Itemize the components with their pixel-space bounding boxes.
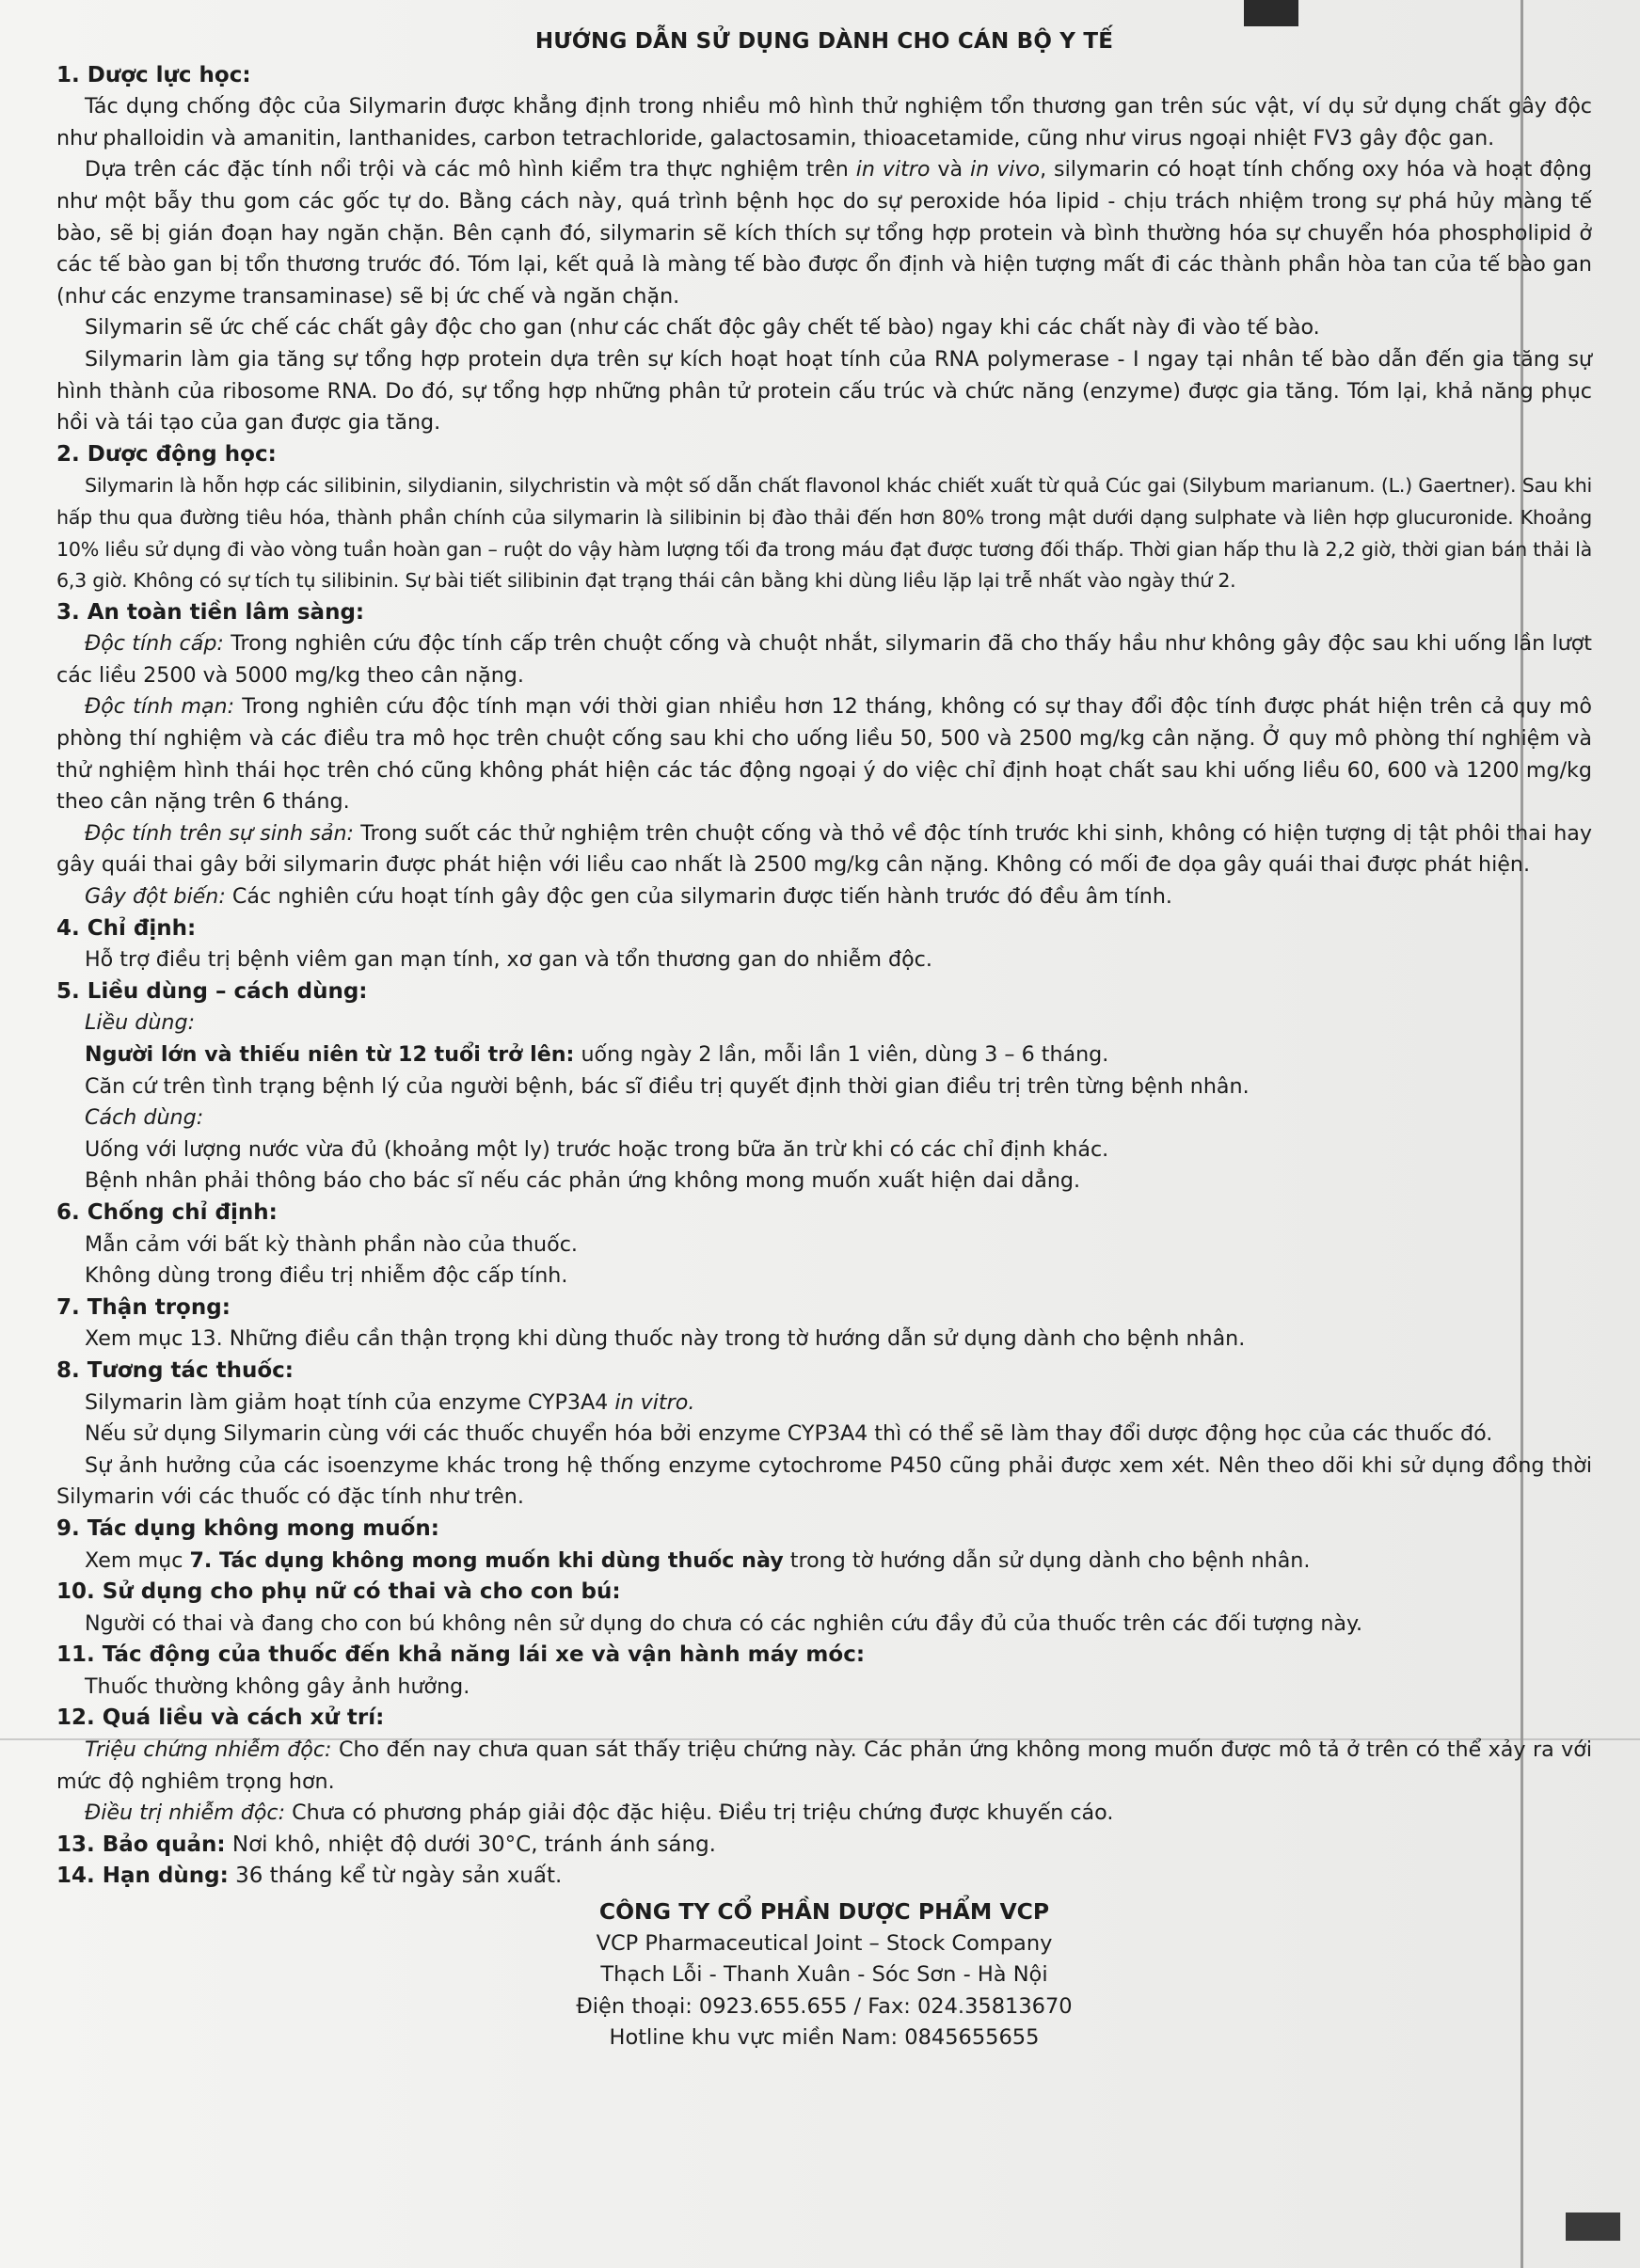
indication-line: Hỗ trợ điều trị bệnh viêm gan mạn tính, xơ gan và tổn thương gan do nhiễm độc. — [85, 947, 932, 973]
text-run-bold: 7. Tác dụng không mong muốn khi dùng thuốc này — [189, 1547, 784, 1573]
dosage-subheading: Liều dùng: — [85, 1010, 196, 1036]
section-heading-11: 11. Tác động của thuốc đến khả năng lái xe và vận hành máy móc: — [56, 1642, 866, 1668]
pharmacodynamics-paragraph-1: Tác dụng chống độc của Silymarin được khẳng định trong nhiều mô hình thử nghiệm tổn thương gan trên súc vật, ví dụ sử dụng chất gây độc như phalloidin và amanitin, lanthanides, carbon tetrachloride, galactosamin, thioacetamide, cũng như virus ngoại nhiệt FV3 gây độc gan. — [56, 94, 1592, 151]
text-run: Dựa trên các đặc tính nổi trội và các mô hình kiểm tra thực nghiệm trên — [85, 157, 856, 182]
inline-label: Gây đột biến: — [85, 884, 226, 910]
mutagenicity-paragraph — [56, 881, 1592, 913]
reproductive-toxicity-paragraph — [56, 818, 1592, 881]
text-run: , silymarin có hoạt tính chống oxy hóa và hoạt động như một bẫy thu gom các gốc tự do. Bằng cách này, quá trình bệnh học do sự peroxide hóa lipid - chịu trách nhiệm trong sự phá hủy màng tế bào, sẽ bị gián đoạn hay ngăn chặn. Bên cạnh đó, silymarin sẽ kích thích sự tổng hợp protein và bình thường hóa sự chuyển hóa phospholipid ở các tế bào gan bị tổn thương trước đó. Tóm lại, kết quả là màng tế bào được ổn định và hiện tượng mất đi các thành phần hòa tan của tế bào gan (như các enzyme transaminase) sẽ bị ức chế và ngăn chặn. — [56, 157, 1592, 309]
contraindication-line: Không dùng trong điều trị nhiễm độc cấp tính. — [85, 1263, 568, 1289]
precaution-line: Xem mục 13. Những điều cần thận trọng khi dùng thuốc này trong tờ hướng dẫn sử dụng dành cho bệnh nhân. — [85, 1326, 1246, 1352]
section-heading-4: 4. Chỉ định: — [56, 915, 197, 941]
inline-label: Độc tính trên sự sinh sản: — [85, 820, 355, 846]
duration-line: Căn cứ trên tình trạng bệnh lý của người bệnh, bác sĩ điều trị quyết định thời gian điều trị trên từng bệnh nhân. — [85, 1073, 1250, 1099]
pharmacodynamics-paragraph-2 — [56, 154, 1592, 312]
text-run: Cho đến nay chưa quan sát thấy triệu chứng này. Các phản ứng không mong muốn được mô tả ở trên có thể xảy ra với mức độ nghiêm trọng hơn. — [56, 1737, 1593, 1794]
company-name-vn: CÔNG TY CỔ PHẦN DƯỢC PHẨM VCP — [598, 1898, 1050, 1926]
section-heading-10: 10. Sử dụng cho phụ nữ có thai và cho con bú: — [56, 1579, 621, 1605]
section-heading-13: 13. Bảo quản: — [56, 1832, 226, 1857]
text-run: Silymarin làm giảm hoạt tính của enzyme CYP3A4 — [85, 1389, 615, 1415]
side-effects-line — [85, 1546, 1592, 1578]
print-registration-mark-bottom — [1566, 2212, 1620, 2241]
administration-subheading: Cách dùng: — [85, 1105, 204, 1131]
pregnancy-line: Người có thai và đang cho con bú không nên sử dụng do chưa có các nghiên cứu đầy đủ của thuốc trên các đối tượng này. — [85, 1610, 1363, 1636]
section-heading-8: 8. Tương tác thuốc: — [56, 1357, 294, 1383]
text-run: trong tờ hướng dẫn sử dụng dành cho bệnh nhân. — [783, 1547, 1311, 1573]
text-run: và — [930, 157, 970, 182]
pharmacodynamics-paragraph-4: Silymarin làm gia tăng sự tổng hợp protein dựa trên sự kích hoạt hoạt tính của RNA polymerase - I ngay tại nhân tế bào dẫn đến gia tăng sự hình thành của ribosome RNA. Do đó, sự tổng hợp những phân tử protein cấu trúc và chức năng (enzyme) được gia tăng. Tóm lại, khả năng phục hồi và tái tạo của gan được gia tăng. — [56, 346, 1592, 436]
text-run-italic: in vitro. — [614, 1389, 695, 1415]
pharmacokinetics-paragraph: Silymarin là hỗn hợp các silibinin, silydianin, silychristin và một số dẫn chất flavonol khác chiết xuất từ quả Cúc gai (Silybum marianum. (L.) Gaertner). Sau khi hấp thu qua đường tiêu hóa, thành phần chính của silymarin là silibinin bị đào thải đến hơn 80% trong mật dưới dạng sulphate và liên hợp glucuronide. Khoảng 10% liều sử dụng đi vào vòng tuần hoàn gan – ruột do vậy hàm lượng tối đa trong máu đạt được tương đối thấp. Thời gian hấp thu là 2,2 giờ, thời gian bán thải là 6,3 giờ. Không có sự tích tụ silibinin. Sự bài tiết silibinin đạt trạng thái cân bằng khi dùng liều lặp lại trễ nhất vào ngày thứ 2. — [56, 474, 1592, 593]
inline-label: Triệu chứng nhiễm độc: — [85, 1737, 332, 1763]
inline-label: Độc tính mạn: — [85, 694, 235, 720]
administration-line: Uống với lượng nước vừa đủ (khoảng một ly) trước hoặc trong bữa ăn trừ khi có các chỉ định khác. — [85, 1136, 1109, 1162]
text-run: Trong suốt các thử nghiệm trên chuột cống và thỏ về độc tính trước khi sinh, không có hiện tượng dị tật phôi thai hay gây quái thai gây bởi silymarin được phát hiện với liều cao nhất là 2500 mg/kg cân nặng. Không có mối đe dọa gây quái thai được phát hiện. — [56, 820, 1593, 878]
text-run: 36 tháng kể từ ngày sản xuất. — [228, 1864, 563, 1889]
text-run: Chưa có phương pháp giải độc đặc hiệu. Điều trị triệu chứng được khuyến cáo. — [285, 1800, 1114, 1826]
text-run: Các nghiên cứu hoạt tính gây độc gen của silymarin được tiến hành trước đó đều âm tính. — [225, 884, 1172, 910]
section-heading-6: 6. Chống chỉ định: — [56, 1199, 278, 1225]
text-run: Xem mục — [85, 1547, 190, 1573]
text-run: Trong nghiên cứu độc tính cấp trên chuột cống và chuột nhắt, silymarin đã cho thấy hầu như không gây độc sau khi uống lần lượt các liều 2500 và 5000 mg/kg theo cân nặng. — [56, 631, 1592, 688]
adult-dosage-line — [85, 1039, 1592, 1071]
inline-label: Điều trị nhiễm độc: — [85, 1800, 286, 1826]
company-address: Thạch Lỗi - Thanh Xuân - Sóc Sơn - Hà Nội — [600, 1962, 1048, 1988]
interaction-line — [85, 1388, 1592, 1419]
driving-line: Thuốc thường không gây ảnh hưởng. — [85, 1673, 470, 1699]
acute-toxicity-paragraph — [56, 628, 1592, 691]
interaction-line: Nếu sử dụng Silymarin cùng với các thuốc chuyển hóa bởi enzyme CYP3A4 thì có thể sẽ làm thay đổi dược động học của các thuốc đó. — [85, 1421, 1493, 1447]
company-phone: Điện thoại: 0923.655.655 / Fax: 024.35813670 — [576, 1993, 1073, 2019]
section-heading-9: 9. Tác dụng không mong muốn: — [56, 1515, 439, 1541]
text-run-italic: in vivo — [969, 157, 1041, 182]
print-registration-mark-top — [1244, 0, 1298, 26]
section-heading-2: 2. Dược động học: — [56, 441, 277, 467]
inline-label: Độc tính cấp: — [85, 631, 224, 657]
section-heading-7: 7. Thận trọng: — [56, 1294, 231, 1320]
overdose-treatment-line — [85, 1798, 1592, 1830]
text-run: Nơi khô, nhiệt độ dưới 30°C, tránh ánh sáng. — [225, 1832, 716, 1857]
document-title: HƯỚNG DẪN SỬ DỤNG DÀNH CHO CÁN BỘ Y TẾ — [534, 29, 1114, 54]
chronic-toxicity-paragraph — [56, 691, 1592, 817]
leaflet-content — [56, 26, 1592, 2054]
storage-line — [56, 1830, 1592, 1862]
report-reactions-line: Bệnh nhân phải thông báo cho bác sĩ nếu các phản ứng không mong muốn xuất hiện dai dẳng. — [85, 1168, 1081, 1194]
company-name-en: VCP Pharmaceutical Joint – Stock Company — [596, 1930, 1053, 1956]
section-heading-14: 14. Hạn dùng: — [56, 1864, 229, 1889]
section-heading-5: 5. Liều dùng – cách dùng: — [56, 978, 368, 1004]
interaction-paragraph: Sự ảnh hưởng của các isoenzyme khác trong hệ thống enzyme cytochrome P450 cũng phải được xem xét. Nên theo dõi khi sử dụng đồng thời Silymarin với các thuốc có đặc tính như trên. — [56, 1452, 1592, 1510]
inline-label: Người lớn và thiếu niên từ 12 tuổi trở lên: — [85, 1042, 575, 1067]
contraindication-line: Mẫn cảm với bất kỳ thành phần nào của thuốc. — [85, 1231, 578, 1257]
shelf-life-line — [56, 1861, 1592, 1893]
section-heading-12: 12. Quá liều và cách xử trí: — [56, 1705, 385, 1731]
company-hotline: Hotline khu vực miền Nam: 0845655655 — [609, 2025, 1040, 2051]
pharmacodynamics-paragraph-3: Silymarin sẽ ức chế các chất gây độc cho gan (như các chất độc gây chết tế bào) ngay khi các chất này đi vào tế bào. — [85, 315, 1320, 341]
section-heading-3: 3. An toàn tiền lâm sàng: — [56, 599, 365, 625]
text-run-italic: in vitro — [855, 157, 931, 182]
overdose-symptoms-paragraph — [56, 1735, 1592, 1798]
text-run: Trong nghiên cứu độc tính mạn với thời gian nhiều hơn 12 tháng, không có sự thay đổi độc tính được phát hiện trên cả quy mô phòng thí nghiệm và các điều tra mô học trên chuột cống sau khi cho uống liều 50, 500 và 2500 mg/kg cân nặng. Ở quy mô phòng thí nghiệm và thử nghiệm hình thái học trên chó cũng không phát hiện các tác động ngoại ý do việc chỉ định hoạt chất sau khi uống liều 60, 600 và 1200 mg/kg theo cân nặng trên 6 tháng. — [56, 694, 1593, 815]
manufacturer-block — [56, 1896, 1592, 2054]
text-run: uống ngày 2 lần, mỗi lần 1 viên, dùng 3 – 6 tháng. — [574, 1042, 1109, 1067]
section-heading-1: 1. Dược lực học: — [56, 62, 251, 87]
